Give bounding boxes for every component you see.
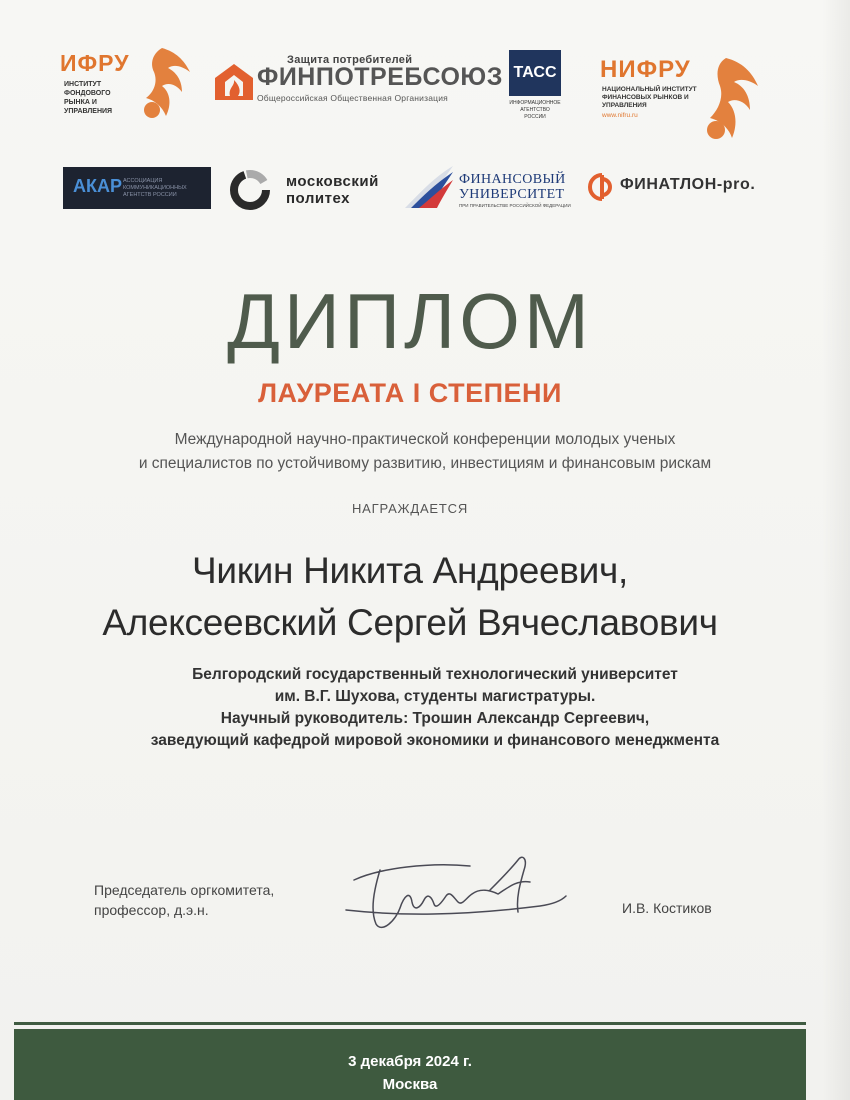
awarded-label: НАГРАЖДАЕТСЯ (351, 501, 469, 516)
flame-figure-icon (698, 52, 760, 140)
polytech-line1: московский (286, 173, 379, 190)
affiliation-line-2: им. В.Г. Шухова, студенты магистратуры. (274, 688, 596, 705)
finpotrebsoyuz-tagline: Защита потребителей (287, 54, 413, 66)
diploma-title: ДИПЛОМ (227, 277, 593, 365)
tass-logo (509, 50, 561, 120)
nifru-logo-name: НИФРУ (600, 56, 691, 83)
handwritten-signature (340, 850, 570, 940)
finpotrebsoyuz-logo (213, 54, 503, 106)
moscow-polytech-logo (228, 168, 398, 212)
akar-logo-subtitle: АССОЦИАЦИЯ КОММУНИКАЦИОННЫХ АГЕНТСТВ РОССИИ (123, 178, 187, 198)
finatlon-logo (588, 173, 768, 201)
house-flame-icon (213, 60, 255, 102)
tass-logo-name: ТАСС (509, 50, 561, 96)
nifru-logo (600, 52, 760, 142)
recipient-2: Алексеевский Сергей Вячеславович (102, 602, 718, 643)
diploma-subtitle: ЛАУРЕАТА I СТЕПЕНИ (258, 378, 562, 408)
affiliation-line-3: Научный руководитель: Трошин Александр Сергеевич, (220, 710, 650, 727)
recipient-names (0, 545, 820, 649)
footer-divider (14, 1022, 806, 1025)
signer-name: И.В. Костиков (622, 900, 712, 916)
conference-line-1: Международной научно-практической конференции молодых ученых (174, 431, 676, 448)
affiliation-block (0, 664, 850, 752)
affiliation-line-1: Белгородский государственный технологический университет (192, 666, 678, 683)
polytech-line2: политех (286, 190, 350, 207)
finpotrebsoyuz-subtitle: Общероссийская Общественная Организация (257, 93, 448, 103)
finatlon-name: ФИНАТЛОН-pro. (620, 176, 756, 193)
finuniversity-line2: УНИВЕРСИТЕТ (459, 187, 565, 202)
ifru-logo-name: ИФРУ (60, 50, 130, 76)
chair-role (94, 880, 274, 920)
financial-university-logo (403, 164, 573, 214)
footer-date: 3 декабря 2024 г. (348, 1053, 472, 1070)
affiliation-line-4: заведующий кафедрой мировой экономики и финансового менеджмента (150, 732, 720, 749)
chair-role-line-2: профессор, д.э.н. (94, 902, 209, 918)
flame-figure-icon (132, 42, 194, 120)
conference-description (0, 428, 850, 476)
finuniversity-line1: ФИНАНСОВЫЙ (459, 172, 566, 187)
ring-icon (228, 168, 272, 212)
tass-logo-subtitle: ИНФОРМАЦИОННОЕ АГЕНТСТВО РОССИИ (509, 100, 561, 120)
nifru-logo-url: www.nifru.ru (602, 112, 638, 119)
finuniversity-line3: ПРИ ПРАВИТЕЛЬСТВЕ РОССИЙСКОЙ ФЕДЕРАЦИИ (459, 203, 571, 208)
chair-role-line-1: Председатель оргкомитета, (94, 882, 275, 898)
akar-logo-name: АКАР (73, 176, 122, 196)
recipient-1: Чикин Никита Андреевич, (192, 550, 628, 591)
akar-logo (63, 167, 211, 209)
scan-edge-shadow (822, 0, 850, 1100)
ifru-logo (60, 42, 195, 122)
flag-wave-icon (403, 164, 459, 212)
ifru-logo-subtitle: ИНСТИТУТ ФОНДОВОГО РЫНКА И УПРАВЛЕНИЯ (64, 81, 113, 115)
nifru-logo-subtitle: НАЦИОНАЛЬНЫЙ ИНСТИТУТ ФИНАНСОВЫХ РЫНКОВ И УПРАВЛЕНИЯ (602, 86, 697, 109)
finpotrebsoyuz-name: ФИНПОТРЕБСОЮЗ (257, 63, 503, 91)
footer-city: Москва (382, 1076, 438, 1093)
finatlon-mark-icon (588, 173, 616, 201)
conference-line-2: и специалистов по устойчивому развитию, инвестициям и финансовым рискам (138, 455, 712, 472)
